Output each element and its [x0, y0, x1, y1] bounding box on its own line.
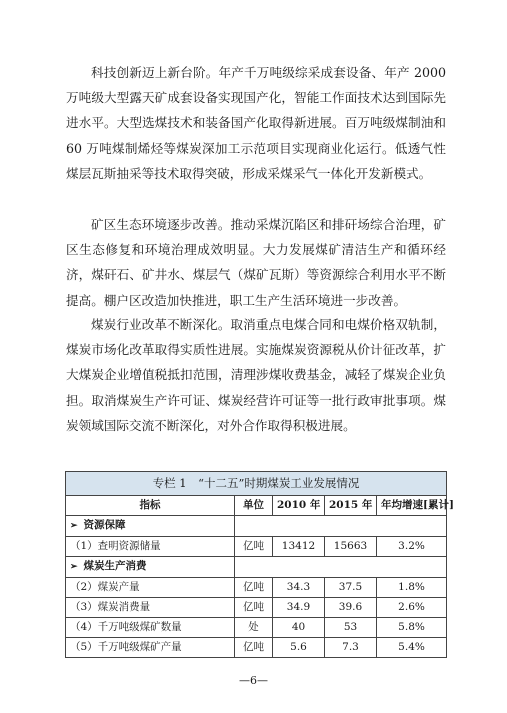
section-title: ➢ 煤炭生产消费 — [66, 557, 235, 578]
table-row — [66, 618, 447, 638]
cell-unit: 亿吨 — [235, 537, 273, 557]
section-title: ➢ 资源保障 — [66, 516, 235, 537]
cell-indicator: （4）千万吨级煤矿数量 — [66, 618, 235, 638]
table-row — [66, 537, 447, 557]
paragraph-tech-innovation: 科技创新迈上新台阶。年产千万吨级综采成套设备、年产 2000 万吨级大型露天矿成套设备实现国产化，智能工作面技术达到国际先进水平。大型选煤技术和装备国产化取得新进展。百万吨级煤制油和 60 万吨煤制烯烃等煤炭深加工示范项目实现商业化运行。低透气性煤层瓦斯抽采等技术取得突破，形成采煤采气一体化开发新模式。 — [66, 65, 446, 181]
page-number: —6— — [239, 674, 268, 687]
table-row — [66, 578, 447, 598]
cell-2015: 37.5 — [325, 578, 377, 598]
cell-2015: 15663 — [325, 537, 377, 557]
cell-indicator: （1）查明资源储量 — [66, 537, 235, 557]
section-row — [66, 557, 447, 578]
cell-unit: 亿吨 — [235, 598, 273, 618]
paragraph-ecology: 矿区生态环境逐步改善。推动采煤沉陷区和排矸场综合治理，矿区生态修复和环境治理成效明显。大力发展煤矿清洁生产和循环经济，煤矸石、矿井水、煤层气（煤矿瓦斯）等资源综合利用水平不断提高。棚户区改造加快推进，职工生产生活环境进一步改善。 — [66, 217, 446, 308]
cell-growth: 2.6% — [377, 598, 447, 618]
cell-2010: 34.3 — [273, 578, 325, 598]
cell-indicator: （5）千万吨级煤矿产量 — [66, 638, 235, 658]
arrow-bullet-icon: ➢ — [70, 521, 78, 531]
cell-2015: 39.6 — [325, 598, 377, 618]
cell-2015: 53 — [325, 618, 377, 638]
header-unit: 单位 — [235, 496, 273, 516]
coal-industry-table — [65, 471, 454, 658]
header-growth: 年均增速[累计] — [377, 496, 447, 516]
cell-growth: 5.8% — [377, 618, 447, 638]
cell-2010: 34.9 — [273, 598, 325, 618]
cell-unit: 亿吨 — [235, 578, 273, 598]
arrow-bullet-icon: ➢ — [70, 562, 78, 572]
cell-growth: 1.8% — [377, 578, 447, 598]
section-row — [66, 516, 447, 537]
section-empty-cell — [235, 557, 447, 578]
cell-2015: 7.3 — [325, 638, 377, 658]
header-2015: 2015 年 — [325, 496, 377, 516]
cell-indicator: （3）煤炭消费量 — [66, 598, 235, 618]
table-caption-row — [66, 472, 447, 496]
table-row — [66, 638, 447, 658]
section-empty-cell — [235, 516, 447, 537]
paragraph-reform: 煤炭行业改革不断深化。取消重点电煤合同和电煤价格双轨制，煤炭市场化改革取得实质性进展。实施煤炭资源税从价计征改革，扩大煤炭企业增值税抵扣范围，清理涉煤收费基金，减轻了煤炭企业负担。取消煤炭生产许可证、煤炭经营许可证等一批行政审批事项。煤炭领域国际交流不断深化，对外合作取得积极进展。 — [66, 317, 446, 433]
header-2010: 2010 年 — [273, 496, 325, 516]
cell-2010: 5.6 — [273, 638, 325, 658]
cell-2010: 40 — [273, 618, 325, 638]
cell-2010: 13412 — [273, 537, 325, 557]
header-indicator: 指标 — [66, 496, 235, 516]
table-row — [66, 598, 447, 618]
table-header-row — [66, 496, 447, 516]
cell-growth: 3.2% — [377, 537, 447, 557]
cell-growth: 5.4% — [377, 638, 447, 658]
cell-unit: 处 — [235, 618, 273, 638]
table-caption: 专栏 1 “十二五”时期煤炭工业发展情况 — [66, 472, 447, 496]
cell-unit: 亿吨 — [235, 638, 273, 658]
cell-indicator: （2）煤炭产量 — [66, 578, 235, 598]
